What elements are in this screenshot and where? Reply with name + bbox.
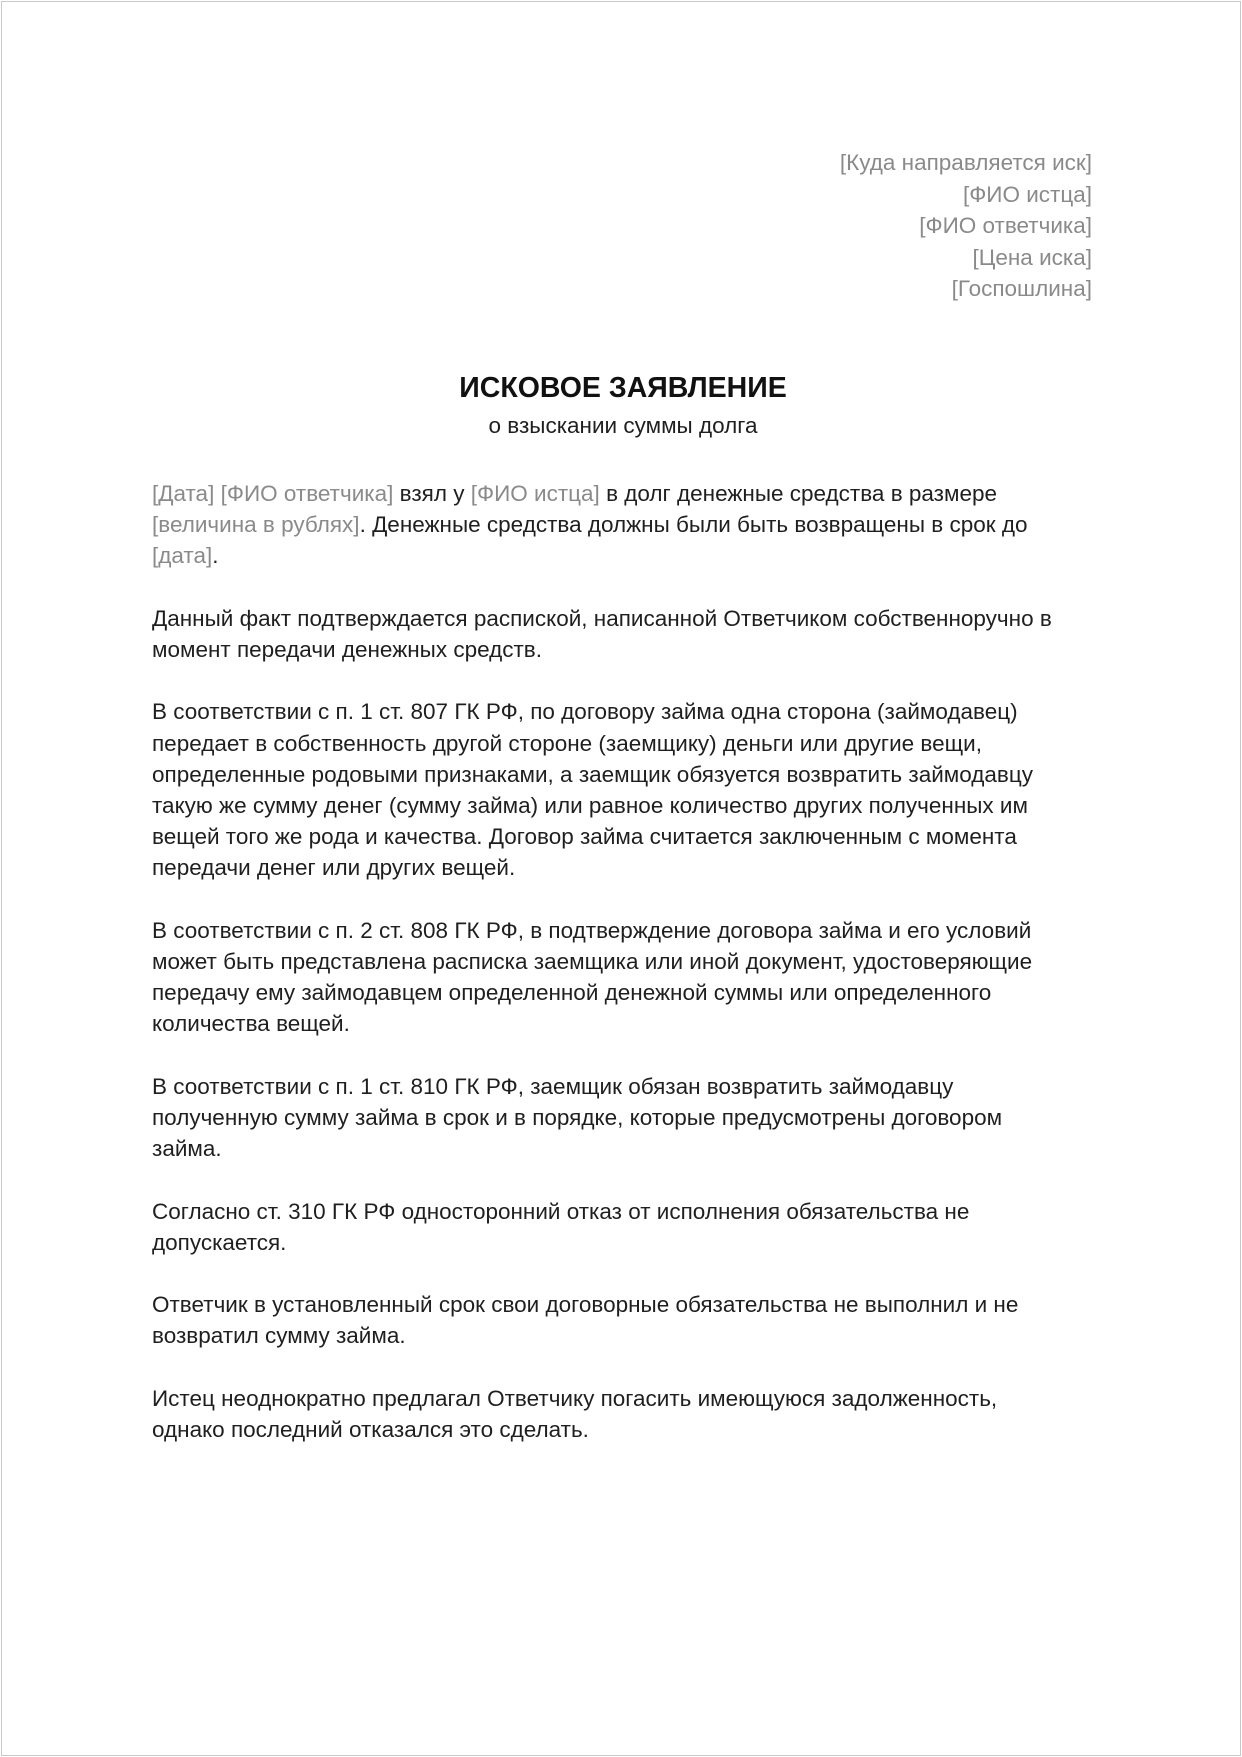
paragraph-line: Данный факт подтверждается распиской, написанной Ответчиком собственноручно в xyxy=(152,605,1052,631)
document-title: ИСКОВОЕ ЗАЯВЛЕНИЕ xyxy=(459,372,787,404)
paragraph-line: возвратил сумму займа. xyxy=(152,1323,406,1349)
document-body xyxy=(152,478,1097,1476)
recipient-header xyxy=(702,147,1092,305)
header-plaintiff: [ФИО истца] xyxy=(962,181,1092,207)
paragraph-refusal xyxy=(152,1383,1097,1445)
paragraph-receipt xyxy=(152,603,1097,665)
paragraph-article-807 xyxy=(152,696,1097,883)
placeholder-due-date: [дата] xyxy=(152,543,213,569)
paragraph-line: может быть представлена расписка заемщика или иной документ, удостоверяющие xyxy=(152,949,1033,974)
paragraph-article-808 xyxy=(152,915,1097,1040)
intro-line-1 xyxy=(152,478,1097,509)
document-page xyxy=(1,1,1241,1756)
header-defendant: [ФИО ответчика] xyxy=(919,213,1092,238)
header-court: [Куда направляется иск] xyxy=(839,150,1092,175)
paragraph-article-310 xyxy=(152,1196,1097,1258)
paragraph-line: Истец неоднократно предлагал Ответчику погасить имеющуюся задолженность, xyxy=(152,1385,998,1411)
paragraph-line: передает в собственность другой стороне (заемщику) деньги или другие вещи, xyxy=(152,730,982,756)
intro-text: взял у xyxy=(399,481,465,506)
paragraph-article-810 xyxy=(152,1071,1097,1165)
paragraph-line: В соответствии с п. 1 ст. 810 ГК РФ, заемщик обязан возвратить займодавцу xyxy=(152,1073,954,1099)
paragraph-line: определенные родовыми признаками, а заемщик обязуется возвратить займодавцу xyxy=(152,761,1033,787)
paragraph-line: передачу ему займодавцем определенной денежной суммы или определенного xyxy=(152,980,992,1006)
paragraph-default xyxy=(152,1289,1097,1351)
paragraph-line: допускается. xyxy=(152,1229,287,1255)
paragraph-line: количества вещей. xyxy=(152,1011,350,1037)
paragraph-line: Согласно ст. 310 ГК РФ односторонний отказ от исполнения обязательства не xyxy=(152,1198,970,1224)
intro-line-2 xyxy=(152,509,1097,540)
intro-paragraph xyxy=(152,478,1097,572)
paragraph-line: В соответствии с п. 1 ст. 807 ГК РФ, по договору займа одна сторона (займодавец) xyxy=(152,699,1018,725)
intro-line-3 xyxy=(152,540,1097,571)
placeholder-amount: [величина в рублях] xyxy=(152,512,360,538)
placeholder-date: [Дата] xyxy=(152,481,215,506)
intro-text: в долг денежные средства в размере xyxy=(606,481,997,506)
paragraph-line: полученную сумму займа в срок и в порядке, которые предусмотрены договором xyxy=(152,1105,1003,1130)
intro-text: . xyxy=(212,543,219,569)
paragraph-line: такую же сумму денег (сумму займа) или равное количество других полученных им xyxy=(152,793,1028,818)
placeholder-plaintiff: [ФИО истца] xyxy=(470,481,600,506)
header-state-fee: [Госпошлина] xyxy=(951,276,1092,301)
document-subtitle: о взыскании суммы долга xyxy=(488,413,758,438)
paragraph-line: вещей того же рода и качества. Договор займа считается заключенным с момента xyxy=(152,824,1017,850)
intro-text: . Денежные средства должны были быть возвращены в срок до xyxy=(359,512,1028,538)
paragraph-line: займа. xyxy=(152,1136,222,1162)
paragraph-line: Ответчик в установленный срок свои договорные обязательства не выполнил и не xyxy=(152,1292,1019,1318)
paragraph-line: момент передачи денежных средств. xyxy=(152,637,543,662)
paragraph-line: однако последний отказался это сделать. xyxy=(152,1416,589,1442)
paragraph-line: передачи денег или других вещей. xyxy=(152,855,516,881)
header-claim-price: [Цена иска] xyxy=(972,244,1092,270)
placeholder-defendant: [ФИО ответчика] xyxy=(220,481,394,506)
paragraph-line: В соответствии с п. 2 ст. 808 ГК РФ, в подтверждение договора займа и его условий xyxy=(152,917,1032,943)
